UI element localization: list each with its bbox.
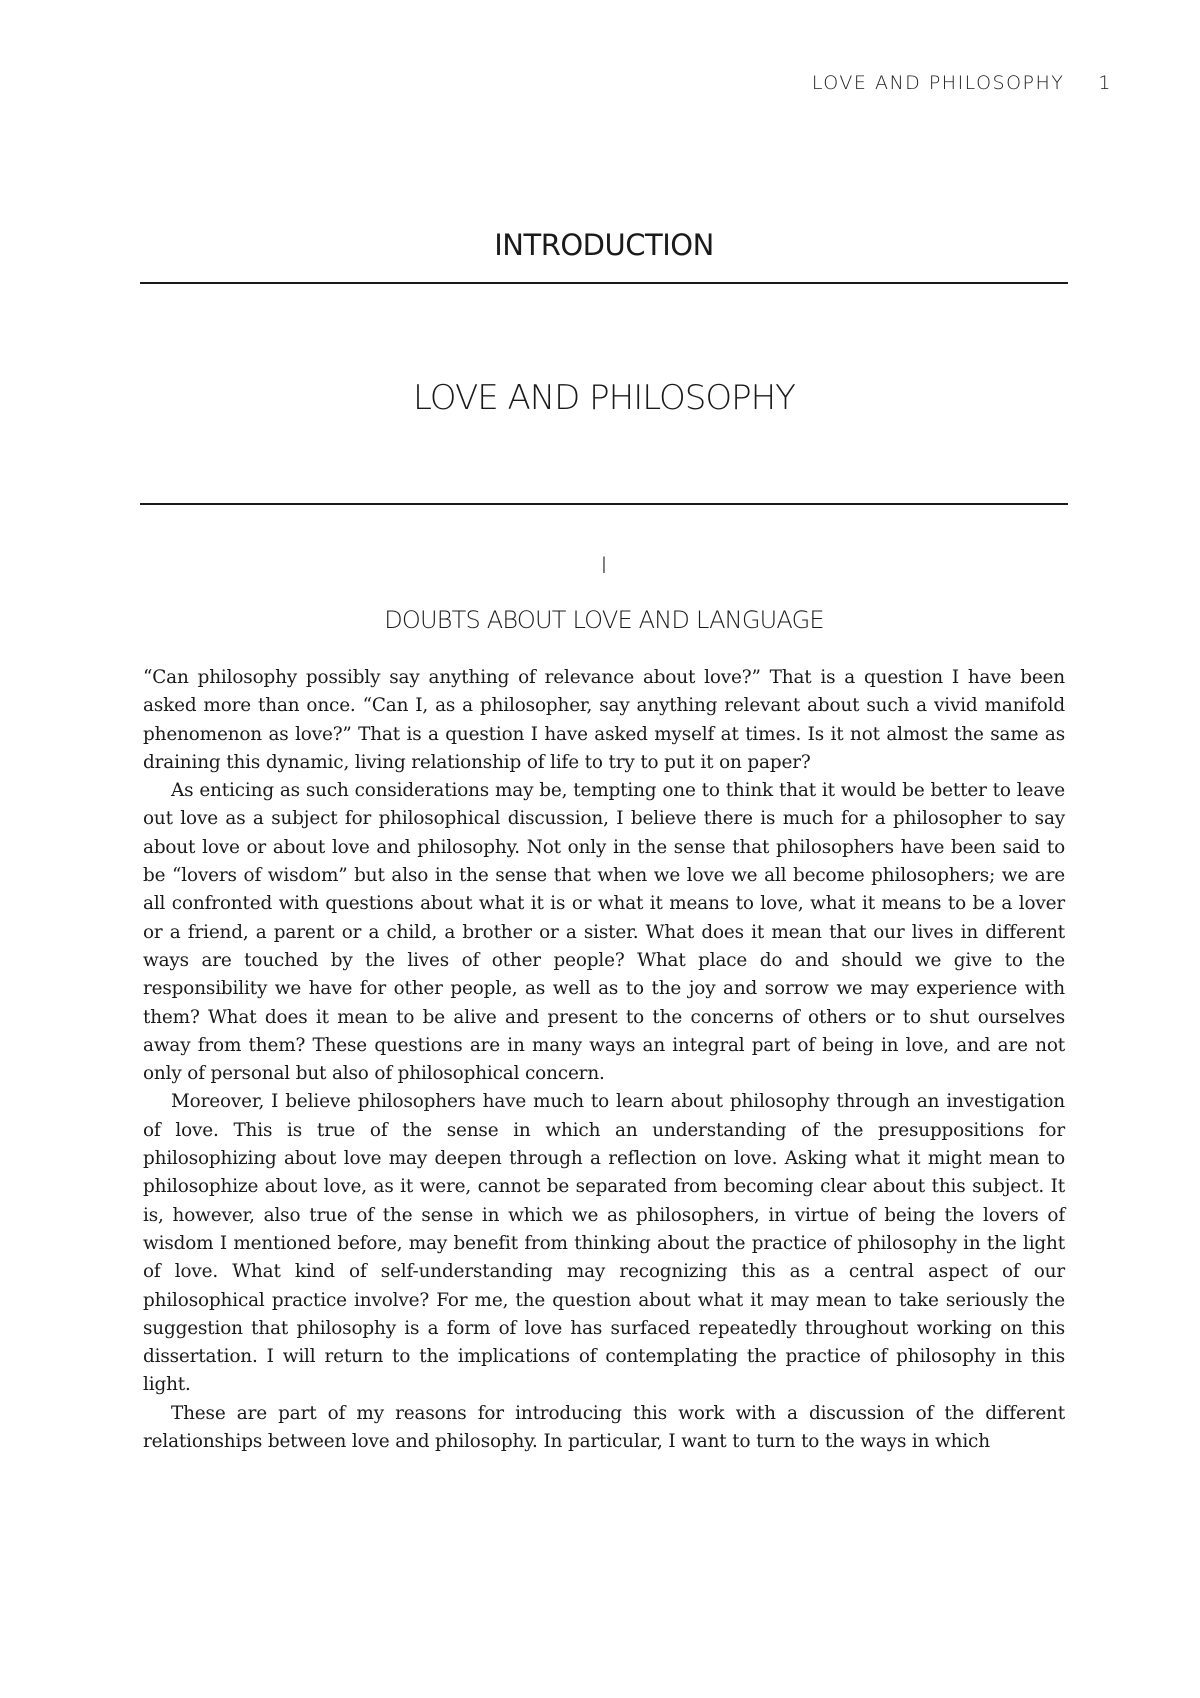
paragraph: These are part of my reasons for introducing this work with a discussion of the different relationships between love and philosophy. In particular, I want to turn to the ways in which [143, 1402, 1065, 1453]
section-title: DOUBTS ABOUT LOVE AND LANGUAGE [384, 606, 824, 634]
paragraph: As enticing as such considerations may be, tempting one to think that it would be better to leave out love as a subject for philosophical discussion, I believe there is much for a philosopher to say about love or about love and philosophy. Not only in the sense that philosophers have been said to be “lovers of wisdom” but also in the sense that when we love we all become philosophers; we are all confronted with questions about what it is or what it means to love, what it means to be a lover or a friend, a parent or a child, a brother or a sister. What does it mean that our lives in different ways are touched by the lives of other people? What place do and should we give to the responsibility we have for other people, as well as to the joy and sorrow we may experience with them? What does it mean to be alive and present to the concerns of others or to shut ourselves away from them? These questions are in many ways an integral part of being in love, and are not only of personal but also of philosophical concern. [143, 780, 1065, 1085]
running-head-title: LOVE AND PHILOSOPHY [811, 72, 1065, 94]
chapter-rule-bottom [140, 503, 1068, 505]
section-number: I [600, 554, 608, 579]
chapter-title: LOVE AND PHILOSOPHY [413, 378, 795, 418]
paragraph: “Can philosophy possibly say anything of relevance about love?” That is a question I have been asked more than once. “Can I, as a philosopher, say anything relevant about such a vivid manifold phenomenon as love?” That is a question I have asked myself at times. Is it not almost the same as draining this dynamic, living relationship of life to try to put it on paper? [143, 667, 1065, 773]
paragraph: Moreover, I believe philosophers have much to learn about philosophy through an investigation of love. This is true of the sense in which an understanding of the presuppositions for philosophizing about love may deepen through a reflection on love. Asking what it might mean to philosophize about love, as it were, cannot be separated from becoming clear about this subject. It is, however, also true of the sense in which we as philosophers, in virtue of being the lovers of wisdom I mentioned before, may benefit from thinking about the practice of philosophy in the light of love. What kind of self-understanding may recognizing this as a central aspect of our philosophical practice involve? For me, the question about what it may mean to take seriously the suggestion that philosophy is a form of love has surfaced repeatedly throughout working on this dissertation. I will return to the implications of contemplating the practice of philosophy in this light. [143, 1091, 1065, 1396]
body-text [143, 664, 1065, 1456]
chapter-label: INTRODUCTION [494, 228, 714, 262]
running-head [812, 72, 1112, 94]
page-number: 1 [1098, 72, 1112, 94]
chapter-rule-top [140, 282, 1068, 284]
